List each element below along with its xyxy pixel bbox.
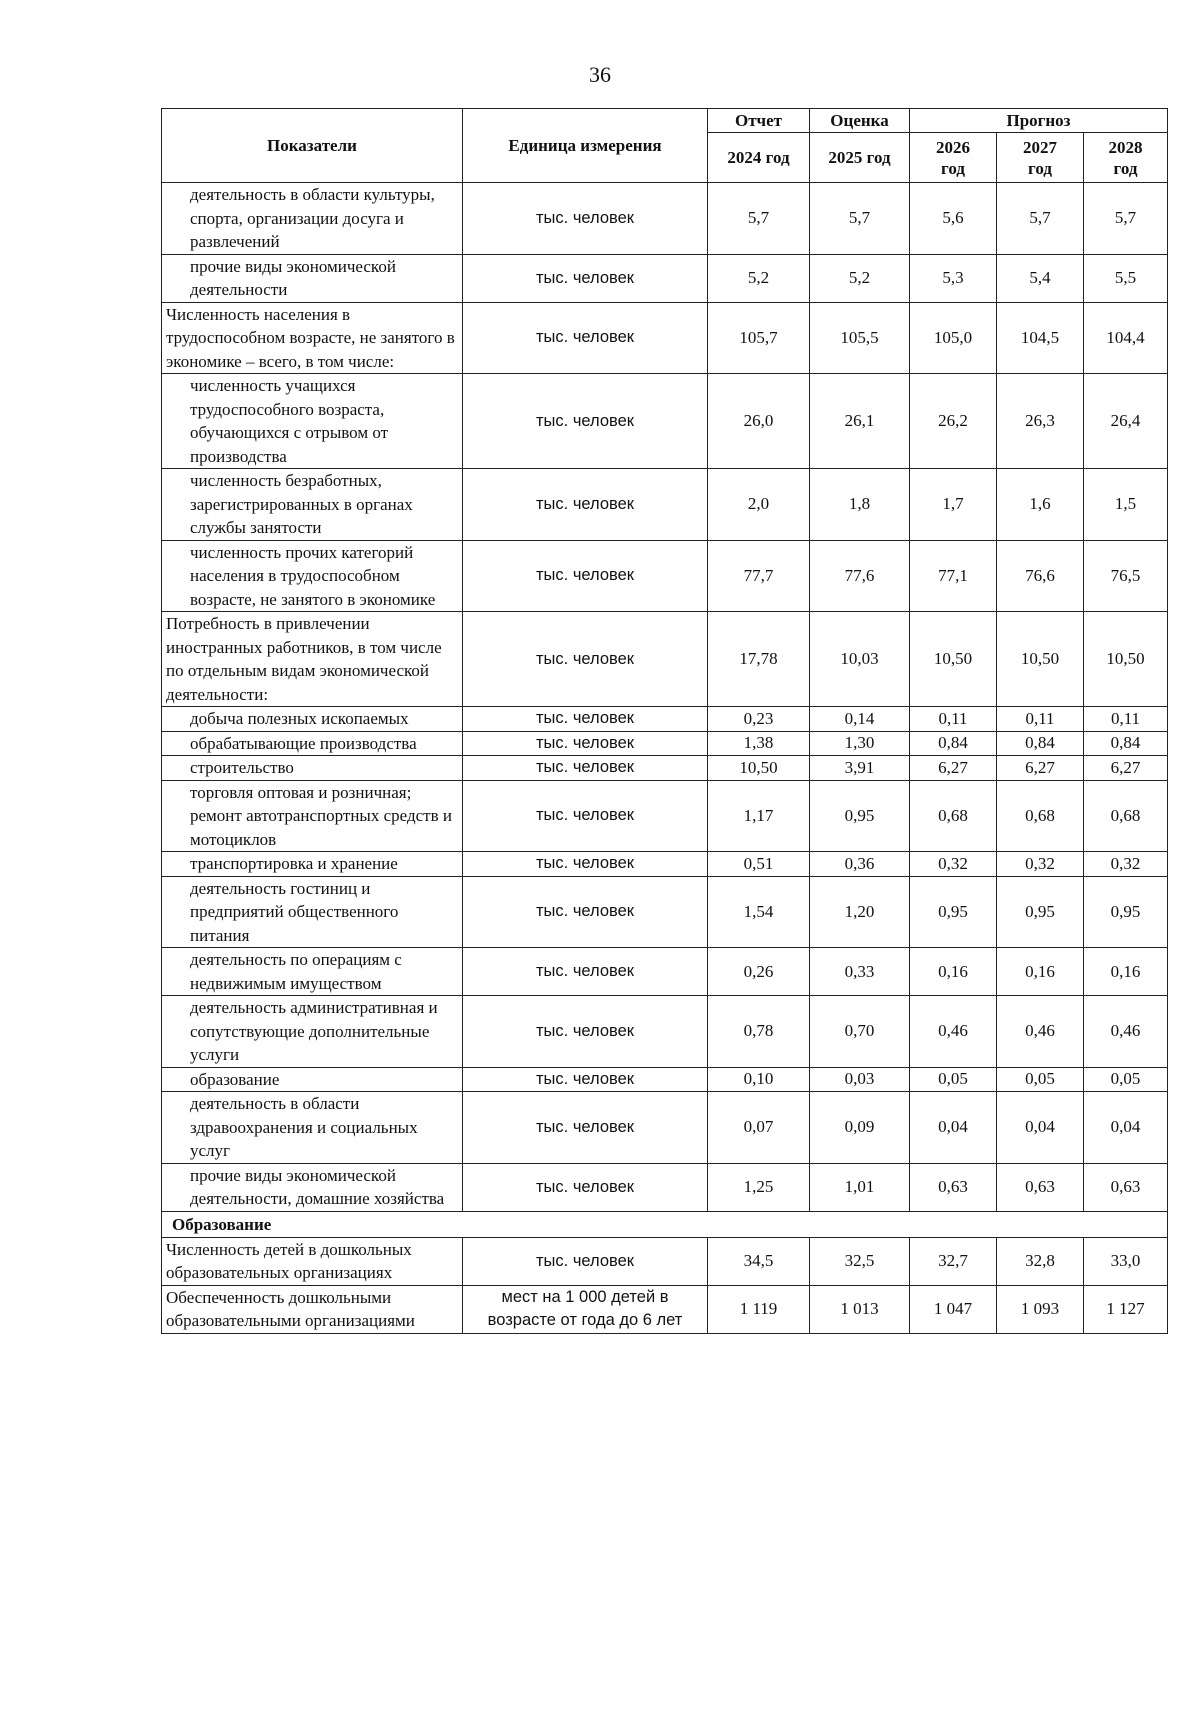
value-cell: 1,8 [810, 469, 910, 541]
unit-cell: тыс. человек [463, 948, 708, 996]
value-cell: 0,16 [910, 948, 997, 996]
table-row [162, 1092, 1168, 1164]
value-cell: 26,1 [810, 374, 910, 469]
value-cell: 1,7 [910, 469, 997, 541]
value-cell: 105,0 [910, 302, 997, 374]
value-cell: 0,68 [910, 780, 997, 852]
table-row [162, 1163, 1168, 1211]
value-cell: 0,07 [708, 1092, 810, 1164]
unit-cell: тыс. человек [463, 302, 708, 374]
header-estimate: Оценка [810, 109, 910, 133]
table-row [162, 540, 1168, 612]
unit-cell: тыс. человек [463, 756, 708, 781]
value-cell: 0,11 [910, 707, 997, 732]
value-cell: 0,95 [910, 876, 997, 948]
value-cell: 0,09 [810, 1092, 910, 1164]
indicator-label: деятельность в области здравоохранения и социальных услуг [162, 1092, 463, 1164]
value-cell: 5,4 [997, 254, 1084, 302]
unit-cell: тыс. человек [463, 876, 708, 948]
value-cell: 6,27 [910, 756, 997, 781]
value-cell: 0,95 [1084, 876, 1168, 948]
indicator-label: транспортировка и хранение [162, 852, 463, 877]
value-cell: 1,17 [708, 780, 810, 852]
indicator-label: деятельность административная и сопутствующие дополнительные услуги [162, 996, 463, 1068]
indicator-label: торговля оптовая и розничная; ремонт автотранспортных средств и мотоциклов [162, 780, 463, 852]
value-cell: 0,05 [1084, 1067, 1168, 1092]
table-row [162, 1285, 1168, 1333]
value-cell: 0,10 [708, 1067, 810, 1092]
value-cell: 26,2 [910, 374, 997, 469]
value-cell: 0,70 [810, 996, 910, 1068]
value-cell: 0,84 [910, 731, 997, 756]
unit-cell: тыс. человек [463, 1067, 708, 1092]
value-cell: 1,38 [708, 731, 810, 756]
indicator-label: образование [162, 1067, 463, 1092]
unit-cell: тыс. человек [463, 996, 708, 1068]
value-cell: 33,0 [1084, 1237, 1168, 1285]
value-cell: 6,27 [1084, 756, 1168, 781]
value-cell: 0,33 [810, 948, 910, 996]
table-row [162, 948, 1168, 996]
indicator-label: деятельность по операциям с недвижимым имуществом [162, 948, 463, 996]
value-cell: 77,7 [708, 540, 810, 612]
indicator-label: численность безработных, зарегистрированных в органах службы занятости [162, 469, 463, 541]
indicator-label: Потребность в привлечении иностранных работников, в том числе по отдельным видам экономической деятельности: [162, 612, 463, 707]
unit-cell: тыс. человек [463, 469, 708, 541]
value-cell: 0,32 [910, 852, 997, 877]
value-cell: 0,36 [810, 852, 910, 877]
value-cell: 10,03 [810, 612, 910, 707]
value-cell: 0,04 [1084, 1092, 1168, 1164]
value-cell: 0,46 [997, 996, 1084, 1068]
unit-cell: тыс. человек [463, 183, 708, 255]
section-row-education [162, 1211, 1168, 1237]
value-cell: 5,7 [810, 183, 910, 255]
value-cell: 0,84 [1084, 731, 1168, 756]
table-row [162, 756, 1168, 781]
value-cell: 1 047 [910, 1285, 997, 1333]
indicators-table [161, 108, 1168, 1334]
value-cell: 76,5 [1084, 540, 1168, 612]
indicator-label: Численность населения в трудоспособном возрасте, не занятого в экономике – всего, в том числе: [162, 302, 463, 374]
value-cell: 5,6 [910, 183, 997, 255]
value-cell: 0,11 [1084, 707, 1168, 732]
page-number: 36 [589, 62, 611, 87]
value-cell: 26,4 [1084, 374, 1168, 469]
value-cell: 0,11 [997, 707, 1084, 732]
header-unit: Единица измерения [463, 109, 708, 183]
value-cell: 0,14 [810, 707, 910, 732]
value-cell: 0,63 [910, 1163, 997, 1211]
value-cell: 76,6 [997, 540, 1084, 612]
table-row [162, 302, 1168, 374]
unit-cell: тыс. человек [463, 731, 708, 756]
value-cell: 26,3 [997, 374, 1084, 469]
value-cell: 0,68 [997, 780, 1084, 852]
value-cell: 0,95 [810, 780, 910, 852]
value-cell: 10,50 [997, 612, 1084, 707]
unit-cell: тыс. человек [463, 612, 708, 707]
value-cell: 3,91 [810, 756, 910, 781]
indicator-label: строительство [162, 756, 463, 781]
value-cell: 32,8 [997, 1237, 1084, 1285]
value-cell: 10,50 [708, 756, 810, 781]
value-cell: 0,68 [1084, 780, 1168, 852]
value-cell: 26,0 [708, 374, 810, 469]
value-cell: 0,46 [1084, 996, 1168, 1068]
unit-cell: тыс. человек [463, 852, 708, 877]
unit-cell: мест на 1 000 детей в возрасте от года до 6 лет [463, 1285, 708, 1333]
value-cell: 0,84 [997, 731, 1084, 756]
value-cell: 105,5 [810, 302, 910, 374]
unit-cell: тыс. человек [463, 254, 708, 302]
value-cell: 5,7 [997, 183, 1084, 255]
unit-cell: тыс. человек [463, 1092, 708, 1164]
header-year-2028: 2028 год [1084, 133, 1168, 183]
value-cell: 0,16 [997, 948, 1084, 996]
value-cell: 0,32 [1084, 852, 1168, 877]
value-cell: 0,03 [810, 1067, 910, 1092]
value-cell: 1 127 [1084, 1285, 1168, 1333]
value-cell: 5,2 [810, 254, 910, 302]
header-year-2026: 2026 год [910, 133, 997, 183]
value-cell: 0,63 [997, 1163, 1084, 1211]
value-cell: 17,78 [708, 612, 810, 707]
value-cell: 0,23 [708, 707, 810, 732]
value-cell: 32,5 [810, 1237, 910, 1285]
value-cell: 1 013 [810, 1285, 910, 1333]
header-indicators: Показатели [162, 109, 463, 183]
value-cell: 1,6 [997, 469, 1084, 541]
unit-cell: тыс. человек [463, 780, 708, 852]
table-row [162, 996, 1168, 1068]
value-cell: 104,5 [997, 302, 1084, 374]
value-cell: 77,1 [910, 540, 997, 612]
indicator-label: прочие виды экономической деятельности, домашние хозяйства [162, 1163, 463, 1211]
value-cell: 104,4 [1084, 302, 1168, 374]
value-cell: 5,5 [1084, 254, 1168, 302]
unit-cell: тыс. человек [463, 707, 708, 732]
value-cell: 0,46 [910, 996, 997, 1068]
indicator-label: деятельность в области культуры, спорта, организации досуга и развлечений [162, 183, 463, 255]
value-cell: 77,6 [810, 540, 910, 612]
value-cell: 0,26 [708, 948, 810, 996]
value-cell: 5,7 [708, 183, 810, 255]
indicator-label: численность учащихся трудоспособного возраста, обучающихся с отрывом от производства [162, 374, 463, 469]
value-cell: 105,7 [708, 302, 810, 374]
header-year-2025: 2025 год [810, 133, 910, 183]
value-cell: 0,51 [708, 852, 810, 877]
value-cell: 1 119 [708, 1285, 810, 1333]
indicator-label: численность прочих категорий населения в трудоспособном возрасте, не занятого в экономике [162, 540, 463, 612]
value-cell: 32,7 [910, 1237, 997, 1285]
value-cell: 6,27 [997, 756, 1084, 781]
value-cell: 0,63 [1084, 1163, 1168, 1211]
table-row [162, 183, 1168, 255]
value-cell: 1,25 [708, 1163, 810, 1211]
table-row [162, 612, 1168, 707]
indicator-label: прочие виды экономической деятельности [162, 254, 463, 302]
value-cell: 1 093 [997, 1285, 1084, 1333]
value-cell: 0,05 [997, 1067, 1084, 1092]
value-cell: 1,20 [810, 876, 910, 948]
value-cell: 0,16 [1084, 948, 1168, 996]
table-row [162, 254, 1168, 302]
table-row [162, 1237, 1168, 1285]
unit-cell: тыс. человек [463, 1237, 708, 1285]
value-cell: 1,01 [810, 1163, 910, 1211]
value-cell: 0,95 [997, 876, 1084, 948]
unit-cell: тыс. человек [463, 374, 708, 469]
value-cell: 1,30 [810, 731, 910, 756]
indicator-label: обрабатывающие производства [162, 731, 463, 756]
table-row [162, 707, 1168, 732]
table-row [162, 780, 1168, 852]
header-report: Отчет [708, 109, 810, 133]
value-cell: 34,5 [708, 1237, 810, 1285]
table-row [162, 876, 1168, 948]
value-cell: 5,7 [1084, 183, 1168, 255]
value-cell: 5,2 [708, 254, 810, 302]
value-cell: 0,32 [997, 852, 1084, 877]
value-cell: 0,78 [708, 996, 810, 1068]
indicator-label: деятельность гостиниц и предприятий общественного питания [162, 876, 463, 948]
table-row [162, 852, 1168, 877]
value-cell: 5,3 [910, 254, 997, 302]
value-cell: 10,50 [1084, 612, 1168, 707]
table-row [162, 731, 1168, 756]
table-row [162, 374, 1168, 469]
value-cell: 0,04 [910, 1092, 997, 1164]
header-forecast: Прогноз [910, 109, 1168, 133]
indicator-label: Численность детей в дошкольных образовательных организациях [162, 1237, 463, 1285]
value-cell: 1,5 [1084, 469, 1168, 541]
header-year-2024: 2024 год [708, 133, 810, 183]
section-title: Образование [162, 1211, 1168, 1237]
table-row [162, 1067, 1168, 1092]
value-cell: 0,05 [910, 1067, 997, 1092]
header-year-2027: 2027 год [997, 133, 1084, 183]
indicator-label: добыча полезных ископаемых [162, 707, 463, 732]
unit-cell: тыс. человек [463, 1163, 708, 1211]
value-cell: 10,50 [910, 612, 997, 707]
table-row [162, 469, 1168, 541]
value-cell: 1,54 [708, 876, 810, 948]
value-cell: 0,04 [997, 1092, 1084, 1164]
indicator-label: Обеспеченность дошкольными образовательными организациями [162, 1285, 463, 1333]
value-cell: 2,0 [708, 469, 810, 541]
unit-cell: тыс. человек [463, 540, 708, 612]
